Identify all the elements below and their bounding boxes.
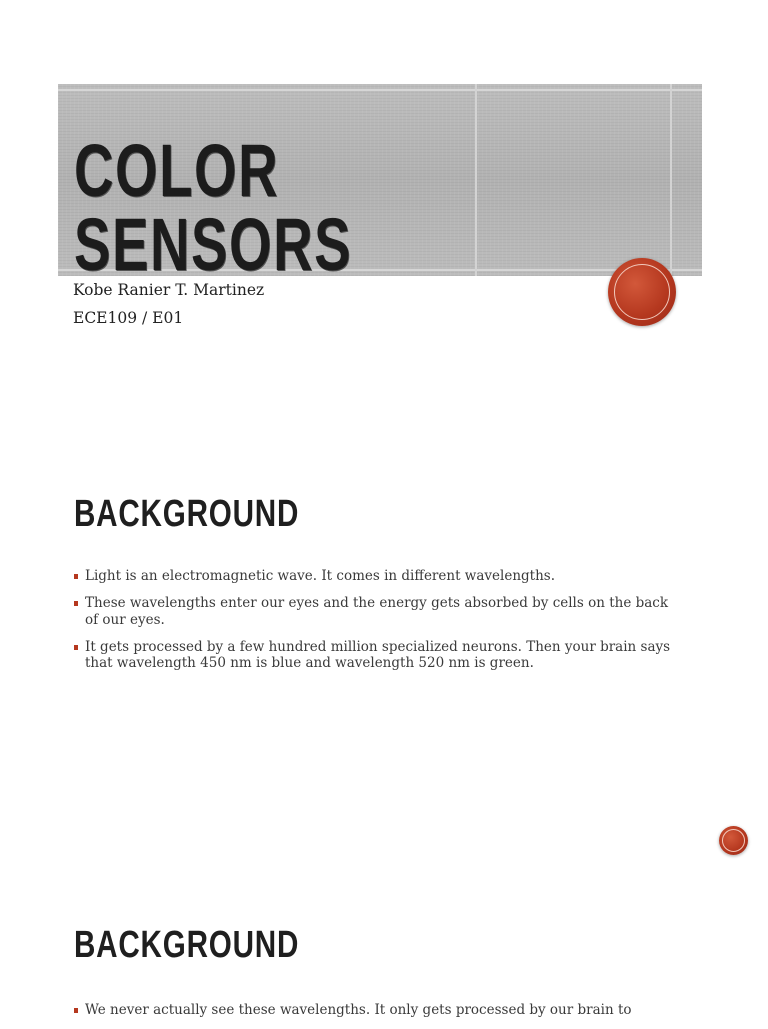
author-name: Kobe Ranier T. Martinez [73,281,265,299]
list-item [74,595,682,628]
course-code: ECE109 / E01 [73,309,184,327]
section-heading: BACKGROUND [74,924,300,966]
list-item [74,1002,682,1019]
bullet-list [74,1002,682,1029]
bullet-text: It gets processed by a few hundred million specialized neurons. Then your brain says that wavelength 450 nm is blue and wavelength 520 nm is green. [85,638,671,671]
section-heading: BACKGROUND [74,493,300,535]
list-item [74,568,682,585]
bullet-marker-icon [74,574,78,579]
decorative-orb [719,826,748,855]
slide-title: COLOR SENSORS [74,129,353,286]
bullet-text: We never actually see these wavelengths. It only gets processed by our brain to [85,1002,632,1018]
banner-divider [670,84,672,276]
bullet-marker-icon [74,601,78,606]
bullet-marker-icon [74,645,78,650]
bullet-list [74,568,682,682]
bullet-marker-icon [74,1008,78,1013]
banner-top-line [58,89,702,91]
bullet-text: Light is an electromagnetic wave. It comes in different wavelengths. [85,568,555,584]
title-banner [58,84,702,286]
bullet-text: These wavelengths enter our eyes and the energy gets absorbed by cells on the back of our eyes. [85,595,669,628]
decorative-orb [608,258,676,326]
list-item [74,639,682,672]
